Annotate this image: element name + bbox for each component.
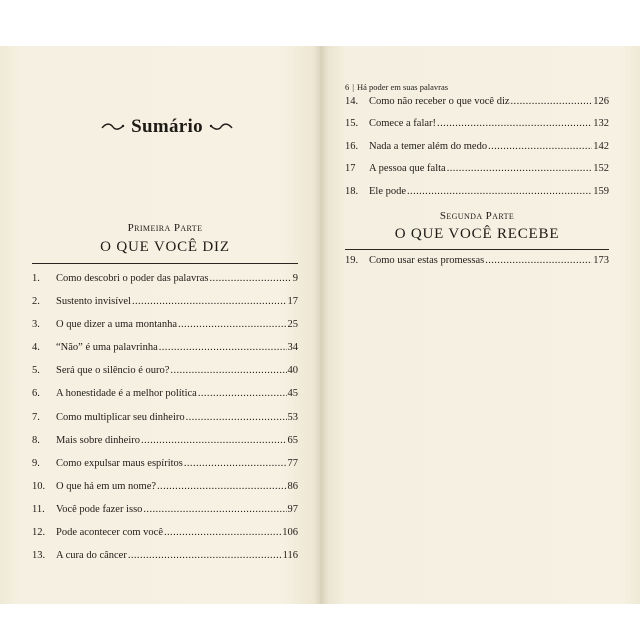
- leader-dots: [170, 365, 286, 376]
- toc-entry[interactable]: 8. Mais sobre dinheiro ..... 65: [32, 435, 298, 458]
- leader-dots: [132, 296, 287, 307]
- leader-dots: [164, 527, 281, 538]
- leader-dots: [488, 141, 592, 152]
- part-one-rule: [32, 263, 298, 264]
- toc-entry[interactable]: 3. O que dizer a uma montanha ..... 25: [32, 319, 298, 342]
- leader-dots: [184, 458, 287, 469]
- toc-entry[interactable]: 14. Como não receber o que você diz ..... 126: [345, 96, 609, 118]
- left-swash-icon: [101, 120, 125, 134]
- leader-dots: [198, 388, 287, 399]
- running-head-separator: |: [352, 82, 354, 92]
- leader-dots: [485, 255, 592, 266]
- leader-dots: [159, 342, 287, 353]
- part-two-label: Segunda Parte: [439, 210, 515, 222]
- toc-entry[interactable]: 19. Como usar estas promessas ..... 173: [345, 255, 609, 277]
- toc-list-part-two: [345, 255, 609, 277]
- toc-list-part-one-continued: [345, 96, 609, 208]
- toc-entry[interactable]: 12. Pode acontecer com você ..... 106: [32, 527, 298, 550]
- leader-dots: [141, 435, 287, 446]
- leader-dots: [186, 412, 287, 423]
- leader-dots: [437, 118, 592, 129]
- toc-entry[interactable]: 2. Sustento invisível ..... 17: [32, 296, 298, 319]
- toc-entry[interactable]: 10. O que há em um nome? ..... 86: [32, 481, 298, 504]
- toc-list-part-one: [32, 273, 298, 573]
- part-two-title: O QUE VOCÊ RECEBE: [394, 226, 560, 242]
- leader-dots: [447, 163, 593, 174]
- book-title: Há poder em suas palavras: [356, 82, 449, 92]
- part-one-label: Primeira Parte: [127, 222, 203, 234]
- part-two-rule: [345, 249, 609, 250]
- leader-dots: [407, 186, 592, 197]
- toc-entry[interactable]: 6. A honestidade é a melhor política ..... 45: [32, 388, 298, 411]
- toc-entry[interactable]: 13. A cura do câncer ..... 116: [32, 550, 298, 573]
- leader-dots: [143, 504, 286, 515]
- leader-dots: [128, 550, 282, 561]
- toc-entry[interactable]: 15. Comece a falar! ..... 132: [345, 118, 609, 140]
- toc-entry[interactable]: 17 A pessoa que falta ..... 152: [345, 163, 609, 185]
- toc-entry[interactable]: 7. Como multiplicar seu dinheiro ..... 53: [32, 412, 298, 435]
- toc-entry[interactable]: 5. Será que o silêncio é ouro? ..... 40: [32, 365, 298, 388]
- toc-entry[interactable]: 11. Você pode fazer isso ..... 97: [32, 504, 298, 527]
- leader-dots: [178, 319, 287, 330]
- toc-entry[interactable]: 1. Como descobri o poder das palavras ..... 9: [32, 273, 298, 296]
- book-gutter: [314, 46, 328, 604]
- leader-dots: [511, 96, 593, 107]
- toc-entry[interactable]: 16. Nada a temer além do medo ..... 142: [345, 141, 609, 163]
- page-title: Sumário: [131, 116, 203, 137]
- toc-entry[interactable]: 9. Como expulsar maus espíritos ..... 77: [32, 458, 298, 481]
- title-ornament: [92, 116, 242, 138]
- part-one-title: O QUE VOCÊ DIZ: [100, 239, 230, 255]
- running-head: [345, 82, 448, 92]
- leader-dots: [210, 273, 292, 284]
- toc-entry[interactable]: 4. “Não” é uma palavrinha ..... 34: [32, 342, 298, 365]
- right-swash-icon: [209, 120, 233, 134]
- toc-entry[interactable]: 18. Ele pode ..... 159: [345, 186, 609, 208]
- leader-dots: [157, 481, 286, 492]
- page-number: 6: [345, 82, 350, 92]
